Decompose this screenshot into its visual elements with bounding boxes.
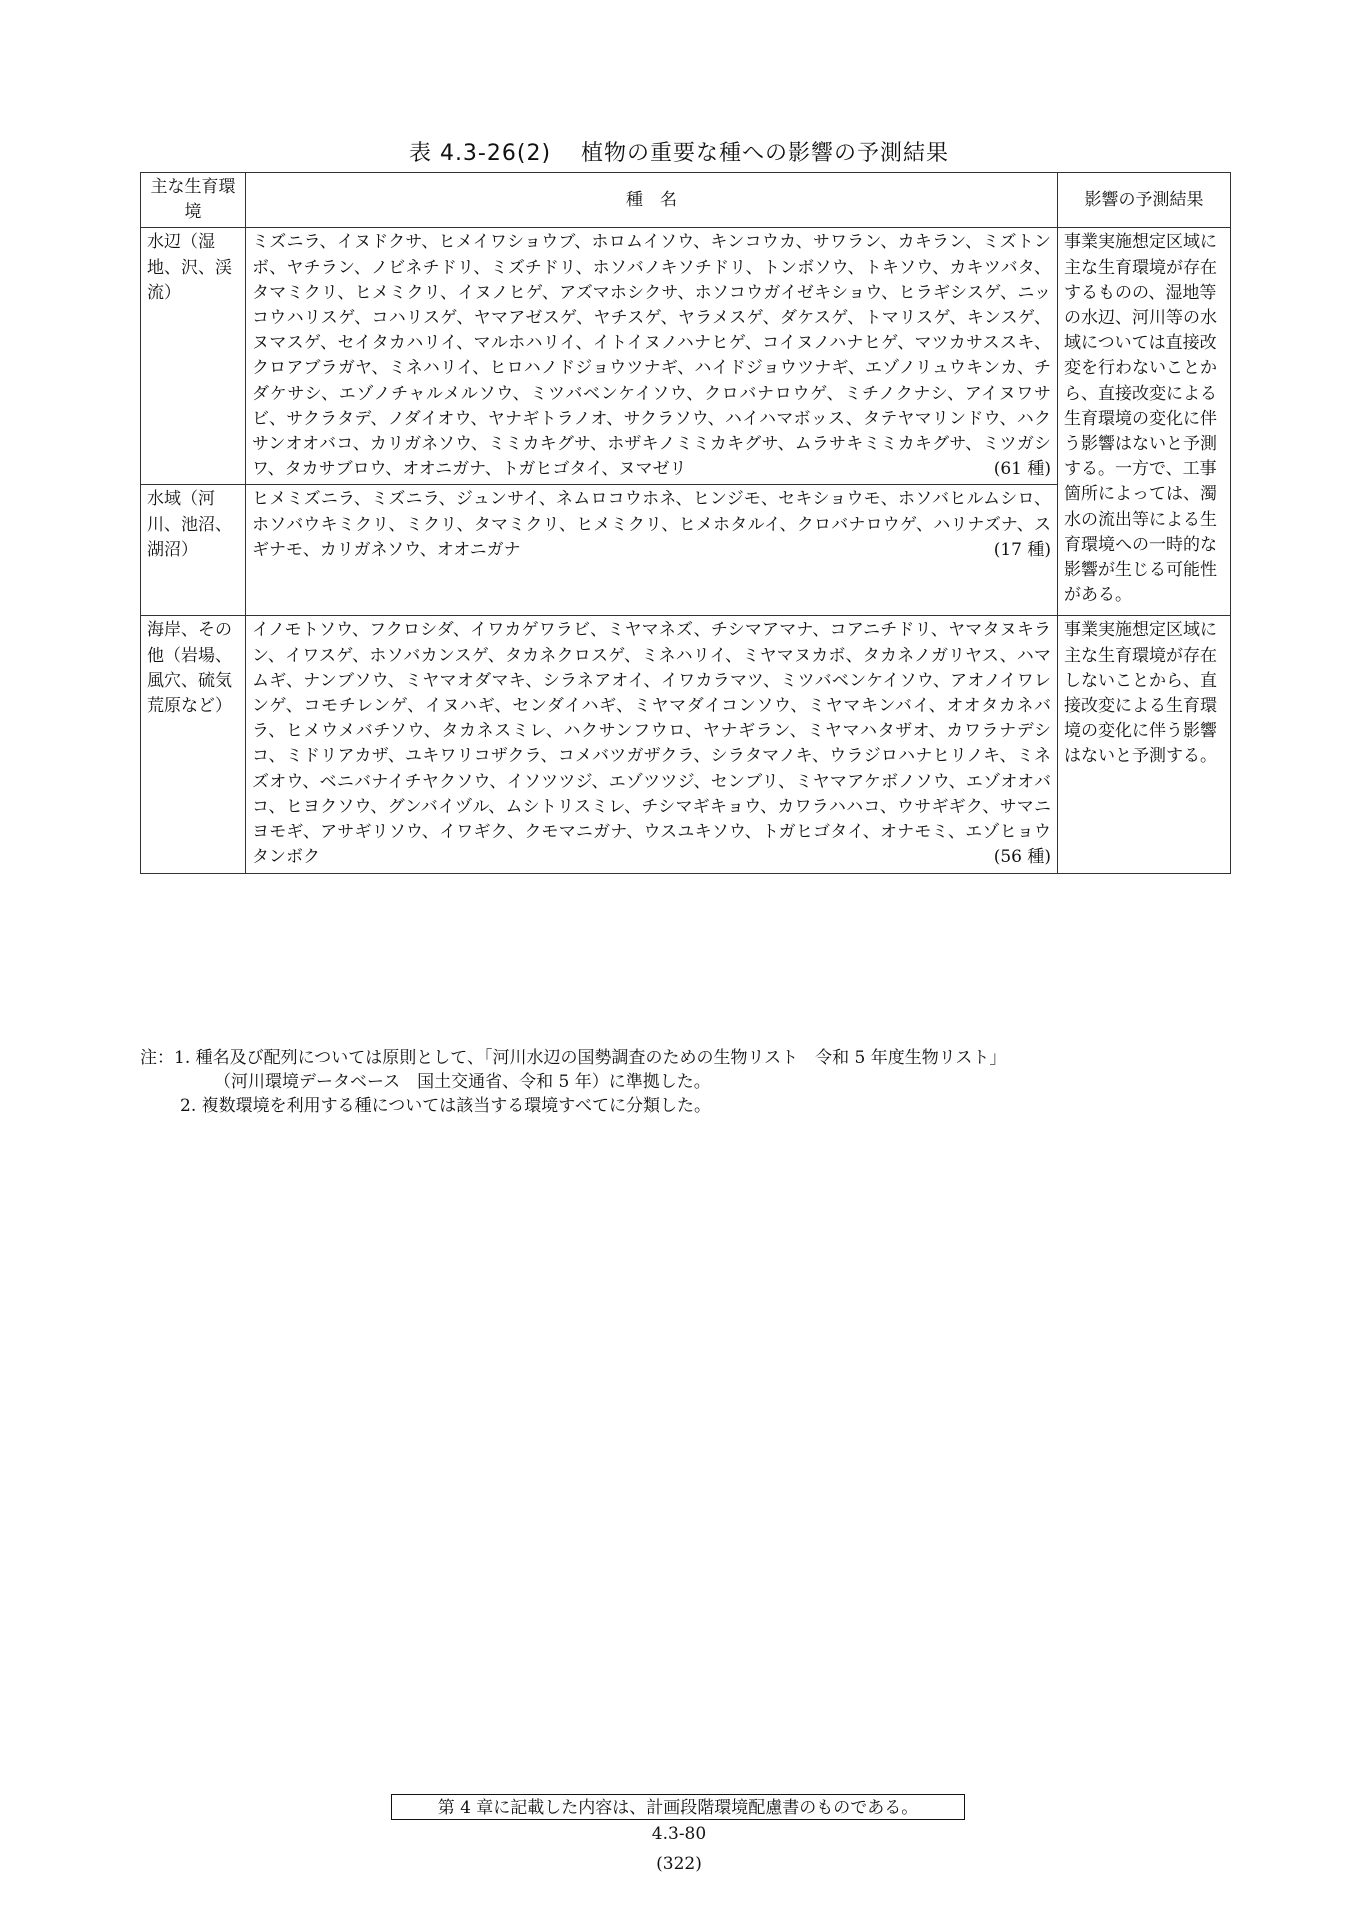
note-1: 注：1. 種名及び配列については原則として、「河川水辺の国勢調査のための生物リスト 令和 5 年度生物リスト」 [140,1048,1007,1068]
result-water: 事業実施想定区域に主な生育環境が存在するものの、湿地等の水辺、河川等の水域については直接改変を行わないことから、直接改変による生育環境の変化に伴う影響はないと予測する。一方で、工事箇所によっては、濁水の流出等による生育環境への一時的な影響が生じる可能性がある。 [1058,228,1231,616]
row-environment: 海岸、その他（岩場、風穴、硫気荒原など） [141,616,246,873]
chapter-disclaimer-box: 第 4 章に記載した内容は、計画段階環境配慮書のものである。 [391,1794,965,1820]
page-number: 4.3-80 [651,1824,707,1844]
table-row [141,616,1231,873]
species-list: イノモトソウ、フクロシダ、イワカゲワラビ、ミヤマネズ、チシマアマナ、コアニチドリ、ヤマタヌキラン、イワスゲ、ホソバカンスゲ、タカネクロスゲ、ミネハリイ、ミヤマヌカボ、タカネノガリヤス、ハマムギ、ナンブソウ、ミヤマオダマキ、シラネアオイ、イワカラマツ、ミツバベンケイソウ、アオノイワレンゲ、コモチレンゲ、イヌハギ、センダイハギ、ミヤマダイコンソウ、ミヤマキンバイ、オオタカネバラ、ヒメウメバチソウ、タカネスミレ、ハクサンフウロ、ヤナギラン、ミヤマハタザオ、カワラナデシコ、ミドリアカザ、ユキワリコザクラ、コメバツガザクラ、シラタマノキ、ウラジロハナヒリノキ、ミネズオウ、ベニバナイチヤクソウ、イソツツジ、エゾツツジ、センブリ、ミヤマアケボノソウ、エゾオオバコ、ヒヨクソウ、グンバイヅル、ムシトリスミレ、チシマギキョウ、カワラハハコ、ウサギギク、サマニヨモギ、アサギリソウ、イワギク、クモマニガナ、ウスユキソウ、トガヒゴタイ、オナモミ、エゾヒョウタンボク [252,620,1051,868]
table-header-row [141,173,1231,228]
prediction-results-table [140,172,1231,874]
species-list: ヒメミズニラ、ミズニラ、ジュンサイ、ネムロコウホネ、ヒンジモ、セキショウモ、ホソバヒルムシロ、ホソバウキミクリ、ミクリ、タマミクリ、ヒメミクリ、ヒメホタルイ、クロバナロウゲ、ハリナズナ、スギナモ、カリガネソウ、オオニガナ [252,489,1051,560]
row-species-cell [246,616,1058,873]
note-1-continued: （河川環境データベース 国土交通省、令和 5 年）に準拠した。 [214,1072,711,1092]
header-result: 影響の予測結果 [1058,173,1231,228]
row-species-cell [246,485,1058,616]
table-title [0,136,1358,167]
header-species: 種 名 [246,173,1058,228]
table-number: 表 4.3-26(2) [408,141,552,166]
species-count: (61 種) [993,459,1051,480]
header-environment: 主な生育環境 [141,173,246,228]
row-species-cell [246,228,1058,485]
table-row [141,228,1231,485]
species-count: (17 種) [993,539,1051,560]
row-environment: 水辺（湿地、沢、渓流） [141,228,246,485]
table-notes [140,1046,1240,1118]
species-list: ミズニラ、イヌドクサ、ヒメイワショウブ、ホロムイソウ、キンコウカ、サワラン、カキラン、ミズトンボ、ヤチラン、ノビネチドリ、ミズチドリ、ホソバノキソチドリ、トンボソウ、トキソウ、カキツバタ、タマミクリ、ヒメミクリ、イヌノヒゲ、アズマホシクサ、ホソコウガイゼキショウ、ヒラギシスゲ、ニッコウハリスゲ、コハリスゲ、ヤマアゼスゲ、ヤチスゲ、ヤラメスゲ、ダケスゲ、トマリスゲ、キンスゲ、ヌマスゲ、セイタカハリイ、マルホハリイ、イトイヌノハナヒゲ、コイヌノハナヒゲ、マツカサススキ、クロアブラガヤ、ミネハリイ、ヒロハノドジョウツナギ、ハイドジョウツナギ、エゾノリュウキンカ、チダケサシ、エゾノチャルメルソウ、ミツバベンケイソウ、クロバナロウゲ、ミチノクナシ、アイヌワサビ、サクラタデ、ノダイオウ、ヤナギトラノオ、サクラソウ、ハイハマボッス、タテヤマリンドウ、ハクサンオオバコ、カリガネソウ、ミミカキグサ、ホザキノミミカキグサ、ムラサキミミカキグサ、ミツガシワ、タカサブロウ、オオニガナ、トガヒゴタイ、ヌマゼリ [252,232,1051,480]
result-coast: 事業実施想定区域に主な生育環境が存在しないことから、直接改変による生育環境の変化に伴う影響はないと予測する。 [1058,616,1231,873]
note-2: 2. 複数環境を利用する種については該当する環境すべてに分類した。 [180,1096,711,1116]
species-count: (56 種) [993,847,1051,868]
table-caption: 植物の重要な種への影響の予測結果 [581,141,950,166]
page-sub-number: (322) [656,1854,702,1874]
row-environment: 水域（河川、池沼、湖沼） [141,485,246,616]
